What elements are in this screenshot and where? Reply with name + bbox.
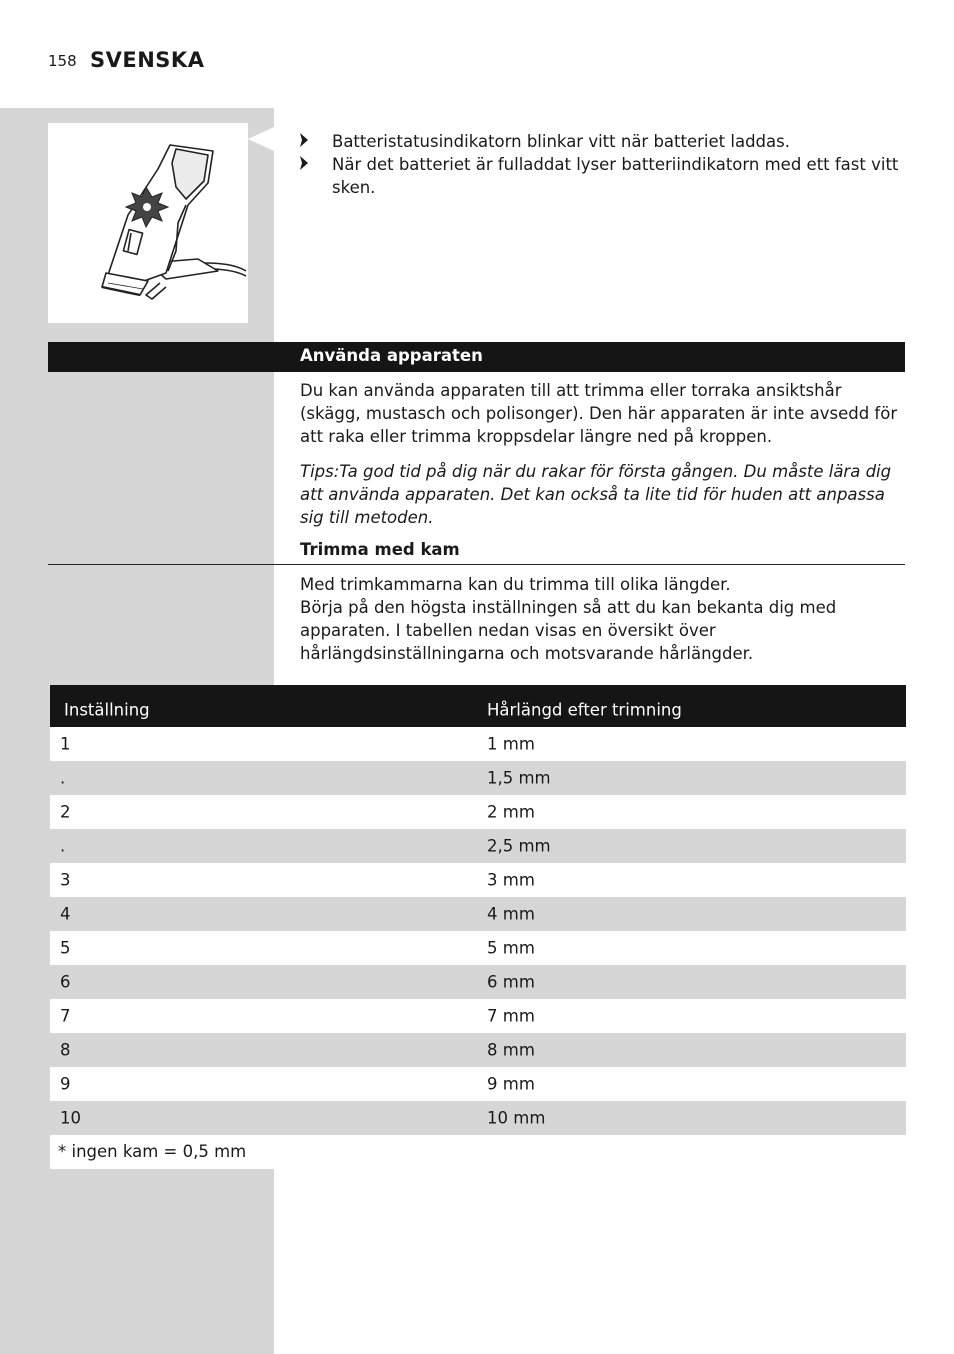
- setting-cell: 1: [60, 734, 71, 754]
- length-cell: 7 mm: [487, 1006, 535, 1026]
- setting-cell: 9: [60, 1074, 71, 1094]
- setting-cell: 7: [60, 1006, 71, 1026]
- table-footnote: * ingen kam = 0,5 mm: [58, 1142, 247, 1161]
- table-row: [50, 727, 906, 761]
- figure-callout-pointer: [248, 127, 274, 151]
- length-cell: 1,5 mm: [487, 768, 551, 788]
- page-language-heading: SVENSKA: [90, 48, 205, 72]
- bullet-arrow-icon: [300, 156, 308, 170]
- page-number: 158: [48, 52, 77, 70]
- setting-cell: 3: [60, 870, 71, 890]
- table-footnote-box: [50, 1135, 274, 1169]
- table-header-row: [50, 685, 906, 727]
- length-cell: 1 mm: [487, 734, 535, 754]
- setting-cell: 10: [60, 1108, 81, 1128]
- length-cell: 4 mm: [487, 904, 535, 924]
- bullet-text: När det batteriet är fulladdat lyser batteriindikatorn med ett fast vitt sken.: [332, 155, 899, 197]
- setting-cell: 8: [60, 1040, 71, 1060]
- setting-cell: 2: [60, 802, 71, 822]
- comb-paragraph: Med trimkammarna kan du trimma till olika längder. Börja på den högsta inställningen så att du kan bekanta dig med apparaten. I tabellen nedan visas en översikt över hårlängdsinställningarna och motsvarande hårlängder.: [300, 575, 837, 663]
- table-row: [50, 863, 906, 897]
- length-settings-table: [50, 685, 906, 1135]
- table-row: [50, 1033, 906, 1067]
- setting-cell: .: [60, 768, 66, 788]
- length-cell: 3 mm: [487, 870, 535, 890]
- trimmer-illustration: [48, 123, 248, 323]
- length-cell: 8 mm: [487, 1040, 535, 1060]
- length-cell: 5 mm: [487, 938, 535, 958]
- section-title-comb: Trimma med kam: [300, 540, 460, 559]
- setting-cell: 6: [60, 972, 71, 992]
- table-header-setting: Inställning: [64, 700, 150, 720]
- intro-paragraph: Du kan använda apparaten till att trimma eller torraka ansiktshår (skägg, mustasch och polisonger). Den här apparaten är inte avsedd för att raka eller trimma kroppsdelar längre ned på kroppen.: [300, 381, 898, 446]
- table-row: [50, 829, 906, 863]
- length-cell: 6 mm: [487, 972, 535, 992]
- setting-cell: 4: [60, 904, 71, 924]
- tip-paragraph: Tips:Ta god tid på dig när du rakar för första gången. Du måste lära dig att använda apparaten. Det kan också ta lite tid för huden att anpassa sig till metoden.: [300, 462, 892, 527]
- table-row: [50, 761, 906, 795]
- table-header-length: Hårlängd efter trimning: [487, 700, 682, 720]
- setting-cell: 5: [60, 938, 71, 958]
- table-row: [50, 795, 906, 829]
- section-divider: [48, 564, 905, 565]
- table-row: [50, 1067, 906, 1101]
- setting-cell: .: [60, 836, 66, 856]
- table-row: [50, 965, 906, 999]
- length-cell: 2,5 mm: [487, 836, 551, 856]
- bullet-text: Batteristatusindikatorn blinkar vitt när batteriet laddas.: [332, 132, 790, 151]
- length-cell: 2 mm: [487, 802, 535, 822]
- trimmer-on-charging-stand-icon: [48, 123, 248, 323]
- section-title-using: Använda apparaten: [300, 346, 483, 365]
- table-row: [50, 1101, 906, 1135]
- section-header-bar: [48, 342, 905, 372]
- length-cell: 9 mm: [487, 1074, 535, 1094]
- table-row: [50, 999, 906, 1033]
- table-row: [50, 897, 906, 931]
- table-row: [50, 931, 906, 965]
- bullet-arrow-icon: [300, 133, 308, 147]
- length-cell: 10 mm: [487, 1108, 546, 1128]
